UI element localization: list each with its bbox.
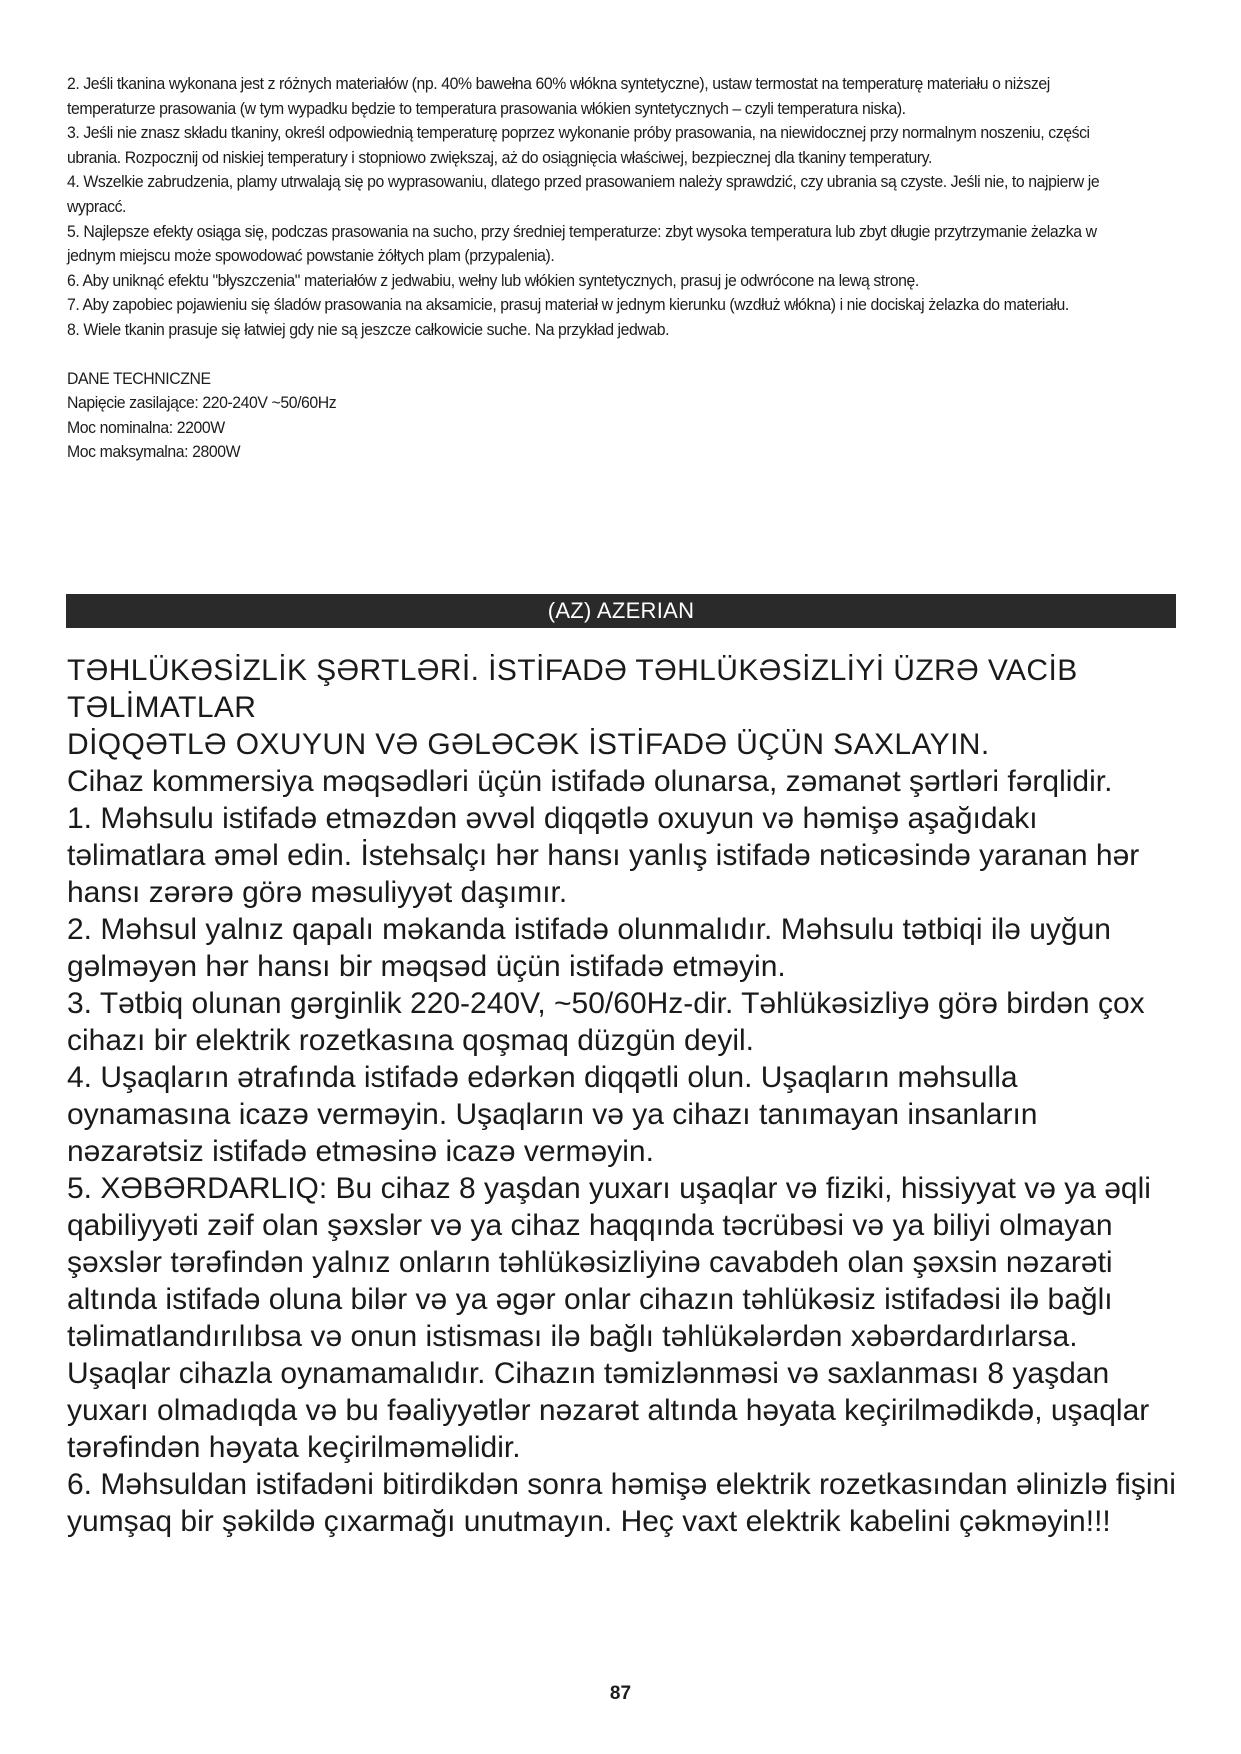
polish-item-3: 3. Jeśli nie znasz składu tkaniny, określ odpowiednią temperaturę poprzez wykonanie próby prasowania, na niewidocznej przy normalnym noszeniu, części ubrania. Rozpocznij od niskiej temperatury i stopniowo zwiększaj, aż do osiągnięcia właściwej, bezpiecznej dla tkaniny temperatury. — [67, 123, 1090, 167]
technical-data-max-power: Moc maksymalna: 2800W — [67, 442, 241, 462]
polish-item-8: 8. Wiele tkanin prasuje się łatwiej gdy nie są jeszcze całkowicie suche. Na przykład jedwab. — [67, 319, 670, 339]
language-section-bar — [66, 594, 1176, 628]
az-item-4: 4. Uşaqların ətrafında istifadə edərkən diqqətli olun. Uşaqların məhsulla oynamasına icazə verməyin. Uşaqların və ya cihazı tanımayan insanların nəzarətsiz istifadə etməsinə icazə verməyin. — [67, 1061, 1038, 1168]
technical-data-voltage: Napięcie zasilające: 220-240V ~50/60Hz — [67, 393, 337, 413]
technical-data-nominal-power: Moc nominalna: 2200W — [67, 417, 225, 437]
polish-item-5: 5. Najlepsze efekty osiąga się, podczas prasowania na sucho, przy średniej temperaturze: zbyt wysoka temperatura lub zbyt długie przytrzymanie żelazka w jednym miejscu może spowodować powstanie żółtych plam (przypalenia). — [67, 221, 1097, 266]
page-number: 87 — [609, 1683, 632, 1704]
polish-item-2: 2. Jeśli tkanina wykonana jest z różnych materiałów (np. 40% bawełna 60% włókna syntetyczne), ustaw termostat na temperaturę materiału o niższej temperaturze prasowania (w tym wypadku będzie to temperatura prasowania włókien syntetycznych – czyli temperatura niska). — [67, 74, 1050, 118]
az-item-3: 3. Tətbiq olunan gərginlik 220-240V, ~50/60Hz-dir. Təhlükəsizliyə görə birdən çox cihazı bir elektrik rozetkasına qoşmaq düzgün deyil. — [67, 987, 1145, 1057]
language-section-label: (AZ) AZERIAN — [547, 598, 695, 623]
technical-data — [67, 367, 1099, 465]
az-item-5: 5. XƏBƏRDARLIQ: Bu cihaz 8 yaşdan yuxarı uşaqlar və fiziki, hissiyyat və ya əqli qabiliyyəti zəif olan şəxslər və ya cihaz haqqında təcrübəsi və ya biliyi olmayan şəxslər tərəfindən yalnız onların təhlükəsizliyinə cavabdeh olan şəxsin nəzarəti altında istifadə oluna bilər və ya əgər onlar cihazın təhlükəsiz istifadəsi ilə bağlı təlimatlandırılıbsa və onun istisması ilə bağlı təhlükələrdən xəbərdardırlarsa. Uşaqlar cihazla oynamamalıdır. Cihazın təmizlənməsi və saxlanması 8 yaşdan yuxarı olmadıqda və bu fəaliyyətlər nəzarət altında həyata keçirilmədikdə, uşaqlar tərəfindən həyata keçirilməməlidir. — [67, 1172, 1151, 1464]
read-carefully-heading: DİQQƏTLƏ OXUYUN VƏ GƏLƏCƏK İSTİFADƏ ÜÇÜN SAXLAYIN. — [67, 728, 990, 761]
azerbaijani-instructions — [67, 652, 1177, 1540]
az-item-6: 6. Məhsuldan istifadəni bitirdikdən sonra həmişə elektrik rozetkasından əlinizlə fişini yumşaq bir şəkildə çıxarmağı unutmayın. Heç vaxt elektrik kabelini çəkməyin!!! — [67, 1468, 1176, 1538]
technical-data-heading: DANE TECHNICZNE — [67, 368, 211, 388]
polish-item-4: 4. Wszelkie zabrudzenia, plamy utrwalają się po wyprasowaniu, dlatego przed prasowaniem należy sprawdzić, czy ubrania są czyste. Jeśli nie, to najpierw je wypracć. — [67, 172, 1100, 216]
polish-item-6: 6. Aby uniknąć efektu "błyszczenia" materiałów z jedwabiu, wełny lub włókien syntetycznych, prasuj je odwrócone na lewą stronę. — [67, 270, 919, 290]
polish-instructions — [67, 72, 1099, 465]
az-item-1: 1. Məhsulu istifadə etməzdən əvvəl diqqətlə oxuyun və həmişə aşağıdakı təlimatlara əməl edin. İstehsalçı hər hansı yanlış istifadə nəticəsində yaranan hər hansı zərərə görə məsuliyyət daşımır. — [67, 802, 1140, 909]
az-item-2: 2. Məhsul yalnız qapalı məkanda istifadə olunmalıdır. Məhsulu tətbiqi ilə uyğun gəlməyən hər hansı bir məqsəd üçün istifadə etməyin. — [67, 913, 1111, 983]
warranty-note: Cihaz kommersiya məqsədləri üçün istifadə olunarsa, zəmanət şərtləri fərqlidir. — [67, 765, 1113, 798]
polish-item-7: 7. Aby zapobiec pojawieniu się śladów prasowania na aksamicie, prasuj materiał w jednym kierunku (wzdłuż włókna) i nie dociskaj żelazka do materiału. — [67, 295, 1069, 315]
safety-heading: TƏHLÜKƏSİZLİK ŞƏRTLƏRİ. İSTİFADƏ TƏHLÜKƏSİZLİYİ ÜZRƏ VACİB TƏLİMATLAR — [67, 654, 1078, 724]
